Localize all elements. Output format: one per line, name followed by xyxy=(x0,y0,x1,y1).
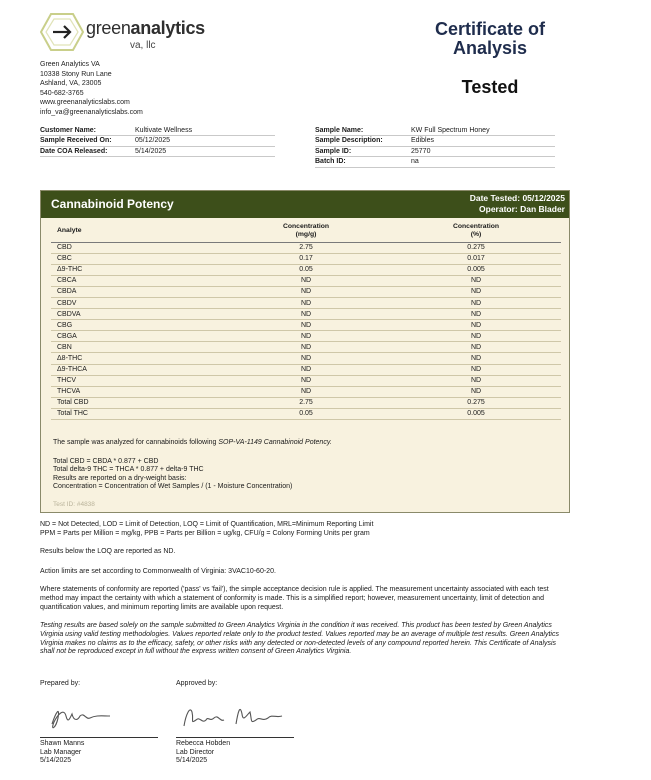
formula-line: Results are reported on a dry-weight basis: xyxy=(53,474,187,482)
concentration-mg-cell: 0.05 xyxy=(221,264,391,275)
concentration-pct-cell: ND xyxy=(391,364,561,375)
concentration-mg-cell: 2.75 xyxy=(221,397,391,408)
table-row xyxy=(51,342,561,353)
formula-line: Concentration = Concentration of Wet Samples / (1 - Moisture Concentration) xyxy=(53,483,293,491)
disclaimer: Testing results are based solely on the sample submitted to Green Analytics Virginia in the condition it was received. This product has been tested by Green Analytics Virginia using valid testing methodologies. Values reported relate only to the product tested. Values reported may be an average of multiple test results. Green Analytics Virginia makes no claims as to the efficacy, safety, or other risks with any detected or non-detected levels of any compound reported herein. This Certificate of Analysis shall not be reproduced except in full without the express written consent of Green Analytics Virginia. xyxy=(40,622,559,656)
concentration-pct-cell: 0.017 xyxy=(391,253,561,264)
concentration-pct-cell: 0.005 xyxy=(391,408,561,419)
conformity-note: Where statements of conformity are reported ('pass' vs 'fail'), the simple acceptance decision rule is applied. The measurement uncertainty associated with each test method may impact the certainty with which a statement of conformity is made. This is a simplified report; however, measurement uncertainty, limit of detection and quantification values, and minimum reporting limits are available upon request. xyxy=(40,586,549,611)
loq-note: Results below the LOQ are reported as ND. xyxy=(40,548,176,555)
concentration-pct-cell: ND xyxy=(391,331,561,342)
contact-line: Ashland, VA, 23005 xyxy=(40,80,102,88)
concentration-mg-cell: ND xyxy=(221,375,391,386)
concentration-pct-cell: ND xyxy=(391,275,561,286)
concentration-pct-cell: ND xyxy=(391,297,561,308)
concentration-mg-cell: ND xyxy=(221,286,391,297)
analyte-cell: CBDVA xyxy=(51,309,221,320)
analyte-cell: CBCA xyxy=(51,275,221,286)
table-row xyxy=(51,331,561,342)
approved-by-label: Approved by: xyxy=(176,680,218,687)
table-row xyxy=(51,386,561,397)
table-row xyxy=(51,353,561,364)
concentration-pct-cell: ND xyxy=(391,309,561,320)
prepared-by-label: Prepared by: xyxy=(40,680,81,687)
contact-website[interactable]: www.greenanalyticslabs.com xyxy=(40,99,130,107)
table-row xyxy=(51,320,561,331)
concentration-mg-cell: ND xyxy=(221,320,391,331)
concentration-mg-cell: ND xyxy=(221,309,391,320)
info-row: Sample Name: KW Full Spectrum Honey xyxy=(315,125,555,136)
contact-line: Green Analytics VA xyxy=(40,61,100,68)
col-concentration-pct: Concentration (%) xyxy=(391,220,561,242)
analyte-cell: CBD xyxy=(51,242,221,253)
method-notes xyxy=(53,439,558,492)
analyte-cell: CBC xyxy=(51,253,221,264)
concentration-mg-cell: ND xyxy=(221,275,391,286)
potency-title: Cannabinoid Potency xyxy=(51,197,174,211)
analyte-cell: Δ8-THC xyxy=(51,353,221,364)
col-concentration-mg: Concentration (mg/g) xyxy=(221,220,391,242)
approved-by-details: Rebecca Hobden Lab Director 5/14/2025 xyxy=(176,740,231,765)
table-row xyxy=(51,264,561,275)
sample-info-table xyxy=(315,125,555,168)
concentration-pct-cell: ND xyxy=(391,286,561,297)
concentration-mg-cell: ND xyxy=(221,364,391,375)
action-limits-note: Action limits are set according to Commonwealth of Virginia: 3VAC10-60-20. xyxy=(40,568,276,575)
info-row: Batch ID: na xyxy=(315,157,555,168)
potency-header-bar xyxy=(41,191,569,218)
table-row xyxy=(51,364,561,375)
total-row xyxy=(51,408,561,419)
table-row xyxy=(51,309,561,320)
analyte-cell: CBN xyxy=(51,342,221,353)
analyte-cell: THCVA xyxy=(51,386,221,397)
info-row: Sample Description: Edibles xyxy=(315,136,555,147)
concentration-pct-cell: ND xyxy=(391,375,561,386)
potency-meta xyxy=(470,193,565,215)
concentration-mg-cell: ND xyxy=(221,297,391,308)
company-contact xyxy=(40,60,143,118)
signature-line xyxy=(176,737,294,738)
operator: Operator: Dan Blader xyxy=(479,204,565,214)
concentration-mg-cell: ND xyxy=(221,342,391,353)
concentration-pct-cell: 0.275 xyxy=(391,242,561,253)
concentration-pct-cell: ND xyxy=(391,342,561,353)
concentration-mg-cell: ND xyxy=(221,386,391,397)
approved-signature-icon xyxy=(176,694,291,736)
logo-wordmark: greenanalytics xyxy=(86,18,205,38)
contact-line: 10338 Stony Run Lane xyxy=(40,70,112,78)
analyte-cell: Δ9-THC xyxy=(51,264,221,275)
analyte-cell: CBDA xyxy=(51,286,221,297)
analyte-cell: Δ9-THCA xyxy=(51,364,221,375)
method-statement: The sample was analyzed for cannabinoids following SOP-VA-1149 Cannabinoid Potency. xyxy=(53,439,332,446)
potency-results-table xyxy=(51,220,561,420)
table-header-row xyxy=(51,220,561,242)
concentration-pct-cell: ND xyxy=(391,386,561,397)
analyte-cell: Total THC xyxy=(51,408,221,419)
signature-line xyxy=(40,737,158,738)
contact-line: 540-682-3765 xyxy=(40,89,84,97)
company-logo xyxy=(40,12,210,56)
col-analyte: Analyte xyxy=(51,220,221,242)
hexagon-arrow-logo-icon xyxy=(40,12,84,52)
table-row xyxy=(51,275,561,286)
formula-line: Total delta-9 THC = THCA * 0.877 + delta-9 THC xyxy=(53,466,204,474)
document-title: Certificate of Analysis xyxy=(434,19,546,58)
analyte-cell: THCV xyxy=(51,375,221,386)
concentration-mg-cell: 0.17 xyxy=(221,253,391,264)
concentration-mg-cell: 2.75 xyxy=(221,242,391,253)
analyte-cell: Total CBD xyxy=(51,397,221,408)
table-row xyxy=(51,242,561,253)
table-row xyxy=(51,286,561,297)
analyte-cell: CBG xyxy=(51,320,221,331)
concentration-mg-cell: 0.05 xyxy=(221,408,391,419)
prepared-signature-icon xyxy=(40,694,155,736)
test-id: Test ID: #4838 xyxy=(53,501,95,508)
logo-subtitle: va, llc xyxy=(130,40,156,51)
concentration-pct-cell: 0.275 xyxy=(391,397,561,408)
info-row: Date COA Released: 5/14/2025 xyxy=(40,146,275,157)
concentration-pct-cell: ND xyxy=(391,353,561,364)
total-row xyxy=(51,397,561,408)
analyte-cell: CBGA xyxy=(51,331,221,342)
info-row: Sample ID: 25770 xyxy=(315,146,555,157)
table-row xyxy=(51,253,561,264)
prepared-by-details: Shawn Manns Lab Manager 5/14/2025 xyxy=(40,740,85,765)
cannabinoid-potency-panel xyxy=(40,190,570,513)
contact-email[interactable]: info_va@greenanalyticslabs.com xyxy=(40,108,143,116)
concentration-mg-cell: ND xyxy=(221,331,391,342)
customer-info-table xyxy=(40,125,275,157)
info-row: Customer Name: Kultivate Wellness xyxy=(40,125,275,136)
abbreviation-legend: ND = Not Detected, LOD = Limit of Detection, LOQ = Limit of Quantification, MRL=Minimum Reporting Limit PPM = Parts per Million = mg/kg, PPB = Parts per Billion = ug/kg, CFU/g = Colony Forming Units per gram xyxy=(40,521,374,537)
analyte-cell: CBDV xyxy=(51,297,221,308)
table-row xyxy=(51,375,561,386)
info-row: Sample Received On: 05/12/2025 xyxy=(40,136,275,147)
concentration-mg-cell: ND xyxy=(221,353,391,364)
concentration-pct-cell: ND xyxy=(391,320,561,331)
table-row xyxy=(51,297,561,308)
formula-line: Total CBD = CBDA * 0.877 + CBD xyxy=(53,457,159,465)
concentration-pct-cell: 0.005 xyxy=(391,264,561,275)
date-tested: Date Tested: 05/12/2025 xyxy=(469,193,565,203)
status-label: Tested xyxy=(461,77,519,97)
